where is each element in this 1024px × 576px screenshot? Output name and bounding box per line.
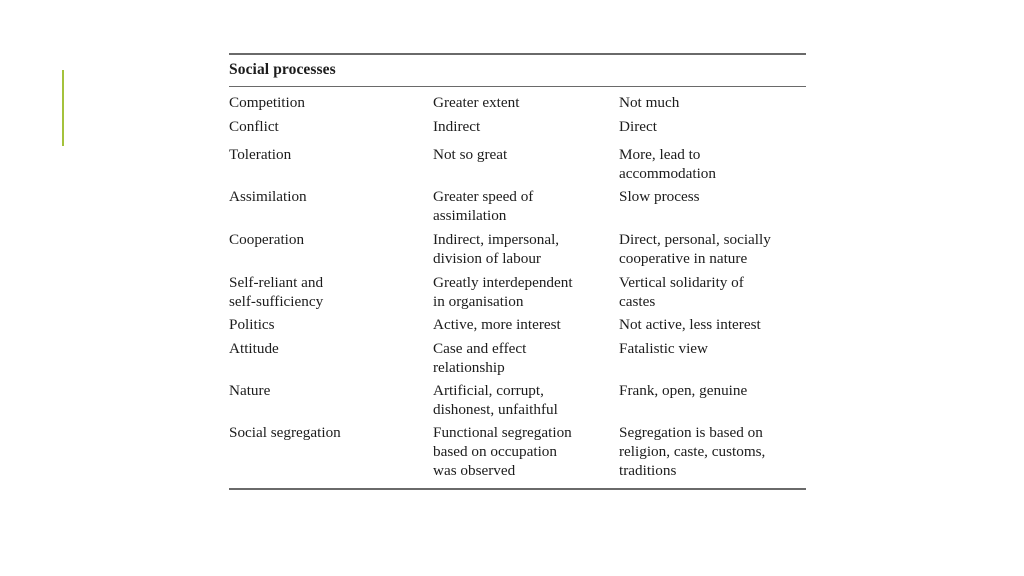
table-row <box>229 381 806 423</box>
process-cell: Assimilation <box>229 188 307 205</box>
col2-cell: Case and effect relationship <box>433 340 527 376</box>
col3-cell: Slow process <box>619 188 700 205</box>
col3-cell: Vertical solidarity of castes <box>619 274 744 310</box>
comparison-table <box>229 53 806 490</box>
table-row <box>229 117 806 145</box>
process-cell: Self-reliant and self-sufficiency <box>229 274 324 310</box>
col2-cell: Artificial, corrupt, dishonest, unfaithful <box>433 382 558 418</box>
table-row <box>229 273 806 315</box>
table-row <box>229 315 806 339</box>
table-row <box>229 93 806 117</box>
col3-cell: Direct <box>619 118 657 135</box>
table-body <box>229 87 806 480</box>
col3-cell: Fatalistic view <box>619 340 708 357</box>
table-row <box>229 145 806 187</box>
process-cell: Politics <box>229 316 275 333</box>
section-title: Social processes <box>229 61 336 78</box>
process-cell: Attitude <box>229 340 279 357</box>
col2-cell: Greatly interdependent in organisation <box>433 274 573 310</box>
col3-cell: Segregation is based on religion, caste, customs, traditions <box>619 424 766 479</box>
col3-cell: More, lead to accommodation <box>619 146 716 182</box>
col2-cell: Indirect, impersonal, division of labour <box>433 231 560 267</box>
table-row <box>229 187 806 230</box>
col2-cell: Indirect <box>433 118 481 135</box>
bottom-rule <box>229 488 806 490</box>
process-cell: Conflict <box>229 118 279 135</box>
process-cell: Competition <box>229 94 305 111</box>
process-cell: Cooperation <box>229 231 305 248</box>
col3-cell: Not much <box>619 94 680 111</box>
process-cell: Nature <box>229 382 271 399</box>
process-cell: Social segregation <box>229 424 341 441</box>
col2-cell: Functional segregation based on occupation was observed <box>433 424 572 479</box>
table-row <box>229 230 806 273</box>
col2-cell: Not so great <box>433 146 508 163</box>
table-row <box>229 339 806 381</box>
col3-cell: Direct, personal, socially cooperative in nature <box>619 231 771 267</box>
accent-bar <box>62 70 64 146</box>
table-row <box>229 423 806 480</box>
col3-cell: Frank, open, genuine <box>619 382 748 399</box>
col2-cell: Greater extent <box>433 94 520 111</box>
col3-cell: Not active, less interest <box>619 316 761 333</box>
col2-cell: Greater speed of assimilation <box>433 188 534 224</box>
process-cell: Toleration <box>229 146 292 163</box>
col2-cell: Active, more interest <box>433 316 561 333</box>
